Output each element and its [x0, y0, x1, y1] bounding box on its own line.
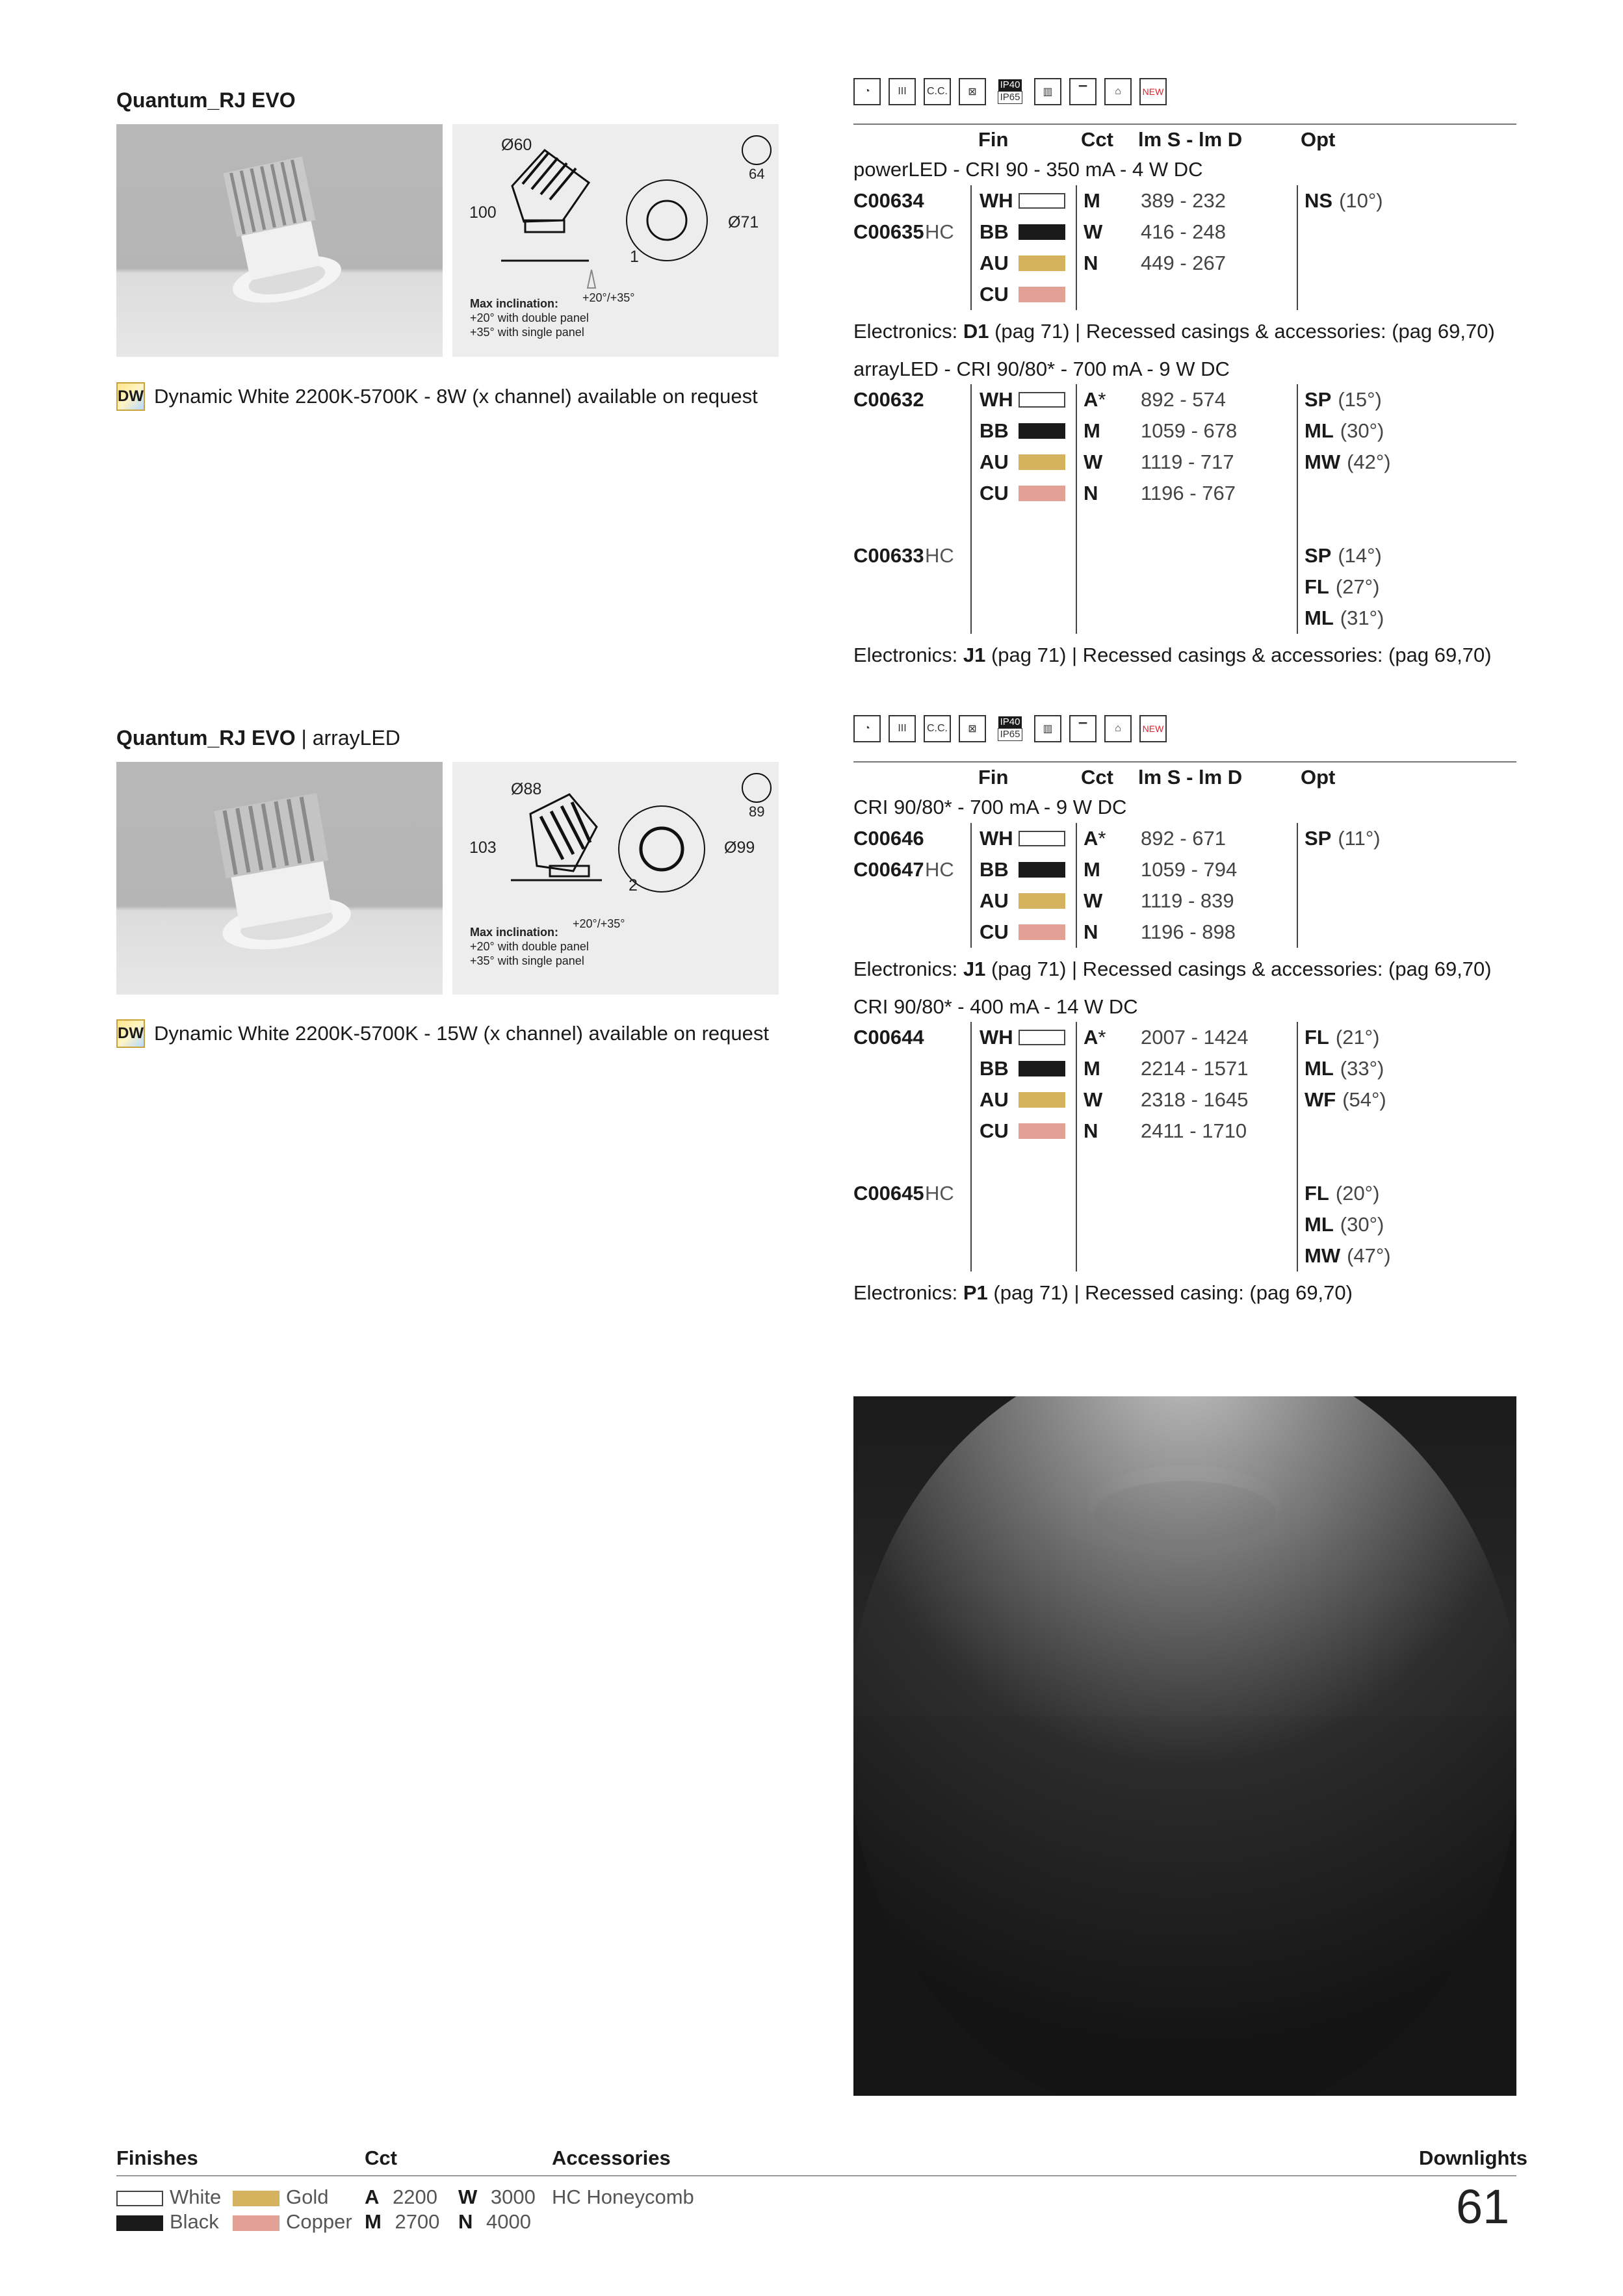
honeycomb-flag [925, 1022, 971, 1053]
copper-swatch [233, 2215, 279, 2231]
optic-code: ML (31°) [1297, 603, 1396, 634]
optic-code: ML (30°) [1297, 415, 1396, 447]
callout-number: 2 [629, 876, 638, 894]
gold-swatch [233, 2191, 279, 2206]
honeycomb-flag [925, 248, 971, 279]
finish-swatch [1019, 248, 1076, 279]
finish-code: CU [971, 478, 1019, 509]
table-row [853, 248, 1396, 279]
new-badge: NEW [1139, 715, 1167, 742]
cct-code: W [1076, 216, 1141, 248]
adjustable-beam-icon: ▥ [1034, 715, 1061, 742]
finish-code: BB [971, 854, 1019, 885]
lumen-values [1141, 603, 1297, 634]
class-three-icon: III [889, 715, 916, 742]
constant-current-icon: C.C. [924, 78, 951, 105]
product-code [853, 447, 925, 478]
table-row [853, 384, 1396, 415]
cct-code: A* [1076, 823, 1141, 854]
finish-swatch [1019, 1178, 1076, 1209]
lumen-values [1141, 1178, 1297, 1209]
black-swatch [116, 2215, 163, 2231]
lumen-values: 1059 - 794 [1141, 858, 1238, 881]
finish-swatch [1019, 885, 1076, 917]
product-code [853, 478, 925, 509]
table-row [853, 917, 1396, 948]
optic-code: MW (42°) [1297, 447, 1396, 478]
constant-current-icon: C.C. [924, 715, 951, 742]
dynamic-white-note: DW Dynamic White 2200K-5700K - 8W (x channel) available on request [116, 382, 758, 411]
finish-swatch [1019, 509, 1076, 540]
honeycomb-flag: HC [925, 1182, 954, 1205]
recessed-icon: ⌂ [1104, 78, 1132, 105]
cct-code [1076, 1178, 1141, 1209]
callout-number: 1 [630, 248, 639, 266]
angle-label: +20°/+35° [582, 291, 635, 304]
product-code [853, 509, 925, 540]
dynamic-white-icon: DW [116, 1019, 145, 1048]
finish-swatch [1019, 1240, 1076, 1272]
class-three-icon: III [889, 78, 916, 105]
product-code [853, 279, 925, 310]
optic-code [1297, 885, 1396, 917]
cct-code [1076, 1240, 1141, 1272]
cct-code: A* [1076, 1022, 1141, 1053]
table-row [853, 415, 1396, 447]
cct-w: W 3000 [458, 2185, 536, 2208]
product-code: C00646 [853, 827, 924, 850]
technical-drawing [452, 124, 779, 357]
product-code [853, 885, 925, 917]
no-insulation-cover-icon: ⊠ [959, 715, 986, 742]
cct-code: M [1076, 1053, 1141, 1084]
finish-swatch [1019, 603, 1076, 634]
opt-header: Opt [1301, 128, 1336, 151]
honeycomb-flag [925, 885, 971, 917]
spec-table-1 [853, 125, 1495, 673]
lumen-values: 2214 - 1571 [1141, 1057, 1249, 1080]
section-label: Downlights [1419, 2146, 1528, 2169]
product-code: C00647 [853, 858, 924, 881]
cct-code [1076, 509, 1141, 540]
no-insulation-cover-icon: ⊠ [959, 78, 986, 105]
cct-code: A* [1076, 384, 1141, 415]
product-code [853, 1115, 925, 1147]
product-photo [116, 762, 443, 995]
lumen-values: 416 - 248 [1141, 220, 1226, 243]
finish-swatch-color [1019, 454, 1065, 470]
finish-swatch-color [1019, 924, 1065, 940]
finish-code: CU [971, 1115, 1019, 1147]
lm-header: lm S - lm D [1138, 128, 1243, 151]
honeycomb-flag [925, 823, 971, 854]
group-title: CRI 90/80* - 700 mA - 9 W DC [853, 796, 1127, 818]
optic-code [1297, 478, 1396, 509]
spec-rows [853, 823, 1396, 948]
cct-code: M [1076, 185, 1141, 216]
lumen-values [1141, 540, 1297, 571]
table-row [853, 1178, 1396, 1209]
optic-code: SP (14°) [1297, 540, 1396, 571]
cct-code: W [1076, 885, 1141, 917]
cct-code [1076, 1147, 1141, 1178]
optic-code: FL (20°) [1297, 1178, 1396, 1209]
honeycomb-flag [925, 1240, 971, 1272]
lumen-values: 1196 - 767 [1141, 482, 1236, 504]
optic-code: ML (33°) [1297, 1053, 1396, 1084]
product-code [853, 571, 925, 603]
adjustable-beam-icon: ▥ [1034, 78, 1061, 105]
cct-a: A 2200 [365, 2185, 437, 2208]
table-row [853, 216, 1396, 248]
lumen-values: 1119 - 717 [1141, 450, 1234, 473]
fin-header: Fin [978, 766, 1009, 789]
finish-swatch-color [1019, 862, 1065, 878]
accessories-heading: Accessories [552, 2146, 671, 2169]
dimension-height: 100 [469, 203, 497, 222]
lumen-values [1141, 571, 1297, 603]
finish-code: AU [971, 248, 1019, 279]
lumen-values: 892 - 574 [1141, 388, 1226, 411]
dimension-cutout-diameter: Ø71 [728, 213, 759, 231]
finish-swatch-color [1019, 1092, 1065, 1108]
finish-swatch-color [1019, 893, 1065, 909]
product-title: Quantum_RJ EVO [116, 88, 296, 112]
finish-swatch-color [1019, 224, 1065, 240]
cct-n: N 4000 [458, 2210, 531, 2233]
finish-swatch [1019, 1115, 1076, 1147]
finish-code: WH [971, 1022, 1019, 1053]
finish-swatch [1019, 540, 1076, 571]
dynamic-white-note: DW Dynamic White 2200K-5700K - 15W (x channel) available on request [116, 1019, 769, 1048]
electronics-note: Electronics: D1 (pag 71) | Recessed casings & accessories: (pag 69,70) [853, 320, 1495, 343]
honeycomb-flag [925, 279, 971, 310]
electronics-note: Electronics: P1 (pag 71) | Recessed casing: (pag 69,70) [853, 1281, 1353, 1304]
finish-swatch [1019, 384, 1076, 415]
technical-drawing [452, 762, 779, 995]
dimension-height: 103 [469, 839, 497, 857]
table-row [853, 1053, 1396, 1084]
optic-code: FL (27°) [1297, 571, 1396, 603]
finish-swatch-color [1019, 1061, 1065, 1076]
product-code [853, 1147, 925, 1178]
optic-code: NS (10°) [1297, 185, 1396, 216]
product-code [853, 1209, 925, 1240]
ceiling-mount-icon: ▔ [1069, 78, 1097, 105]
finish-code: AU [971, 885, 1019, 917]
lumen-values [1141, 1209, 1297, 1240]
group-title: CRI 90/80* - 400 mA - 14 W DC [853, 995, 1138, 1018]
finish-code: AU [971, 1084, 1019, 1115]
table-row [853, 279, 1396, 310]
honeycomb-flag [925, 447, 971, 478]
cct-code [1076, 279, 1141, 310]
product-code: C00633 [853, 544, 924, 567]
optic-code [1297, 248, 1396, 279]
lumen-values [1141, 509, 1297, 540]
product-code [853, 415, 925, 447]
finish-swatch-color [1019, 486, 1065, 501]
lumen-values: 2411 - 1710 [1141, 1119, 1247, 1142]
optic-code: WF (54°) [1297, 1084, 1396, 1115]
table-row [853, 478, 1396, 509]
table-row [853, 854, 1396, 885]
table-row [853, 1115, 1396, 1147]
electronics-note: Electronics: J1 (pag 71) | Recessed casings & accessories: (pag 69,70) [853, 644, 1492, 666]
product-code [853, 1240, 925, 1272]
finish-code: BB [971, 216, 1019, 248]
table-row [853, 1209, 1396, 1240]
finish-code [971, 571, 1019, 603]
finish-swatch-color [1019, 1030, 1065, 1045]
table-row [853, 447, 1396, 478]
honeycomb-flag [925, 509, 971, 540]
dimension-diameter-top: Ø88 [511, 780, 542, 798]
cct-code: W [1076, 447, 1141, 478]
finish-code [971, 603, 1019, 634]
ip-rating-icon: IP40 IP65 [994, 715, 1026, 742]
finish-swatch [1019, 1022, 1076, 1053]
finish-swatch-color [1019, 831, 1065, 846]
product-code [853, 1084, 925, 1115]
honeycomb-flag [925, 415, 971, 447]
divider [853, 761, 1516, 763]
product-code: C00644 [853, 1026, 924, 1049]
cct-code [1076, 1209, 1141, 1240]
finish-code [971, 540, 1019, 571]
finish-code [971, 1147, 1019, 1178]
finish-swatch [1019, 216, 1076, 248]
optic-code: ML (30°) [1297, 1209, 1396, 1240]
lumen-values [1141, 1240, 1297, 1272]
dimension-cutout-diameter: Ø99 [724, 839, 755, 857]
cct-code: N [1076, 917, 1141, 948]
finish-code: BB [971, 1053, 1019, 1084]
lumen-values: 2318 - 1645 [1141, 1088, 1249, 1111]
finish-swatch [1019, 447, 1076, 478]
group-title: powerLED - CRI 90 - 350 mA - 4 W DC [853, 158, 1203, 181]
opt-header: Opt [1301, 766, 1336, 789]
cct-code: W [1076, 1084, 1141, 1115]
divider [853, 124, 1516, 125]
dimension-diameter-top: Ø60 [501, 136, 532, 154]
optic-code [1297, 509, 1396, 540]
lumen-values [1141, 279, 1297, 310]
cct-heading: Cct [365, 2146, 397, 2169]
product-code [853, 603, 925, 634]
finish-swatch-color [1019, 287, 1065, 302]
accessory-honeycomb: HC Honeycomb [552, 2185, 694, 2208]
finish-white: White [116, 2185, 221, 2209]
finish-code: BB [971, 415, 1019, 447]
table-row [853, 1240, 1396, 1272]
optic-code: SP (15°) [1297, 384, 1396, 415]
optic-code [1297, 279, 1396, 310]
lumen-values: 892 - 671 [1141, 827, 1226, 850]
finish-swatch [1019, 1084, 1076, 1115]
recessed-icon: ⌂ [1104, 715, 1132, 742]
installation-photo [853, 1396, 1516, 2096]
spec-rows [853, 384, 1396, 634]
table-row [853, 540, 1396, 571]
ceiling-mount-icon: ▔ [1069, 715, 1097, 742]
cct-code: M [1076, 854, 1141, 885]
cct-code [1076, 540, 1141, 571]
lumen-values: 2007 - 1424 [1141, 1026, 1249, 1049]
product-code [853, 248, 925, 279]
honeycomb-flag: HC [925, 544, 954, 567]
fin-header: Fin [978, 128, 1009, 151]
finish-code [971, 1178, 1019, 1209]
cct-code: N [1076, 248, 1141, 279]
lumen-values [1141, 1147, 1297, 1178]
ip-rating-icon: IP40 IP65 [994, 78, 1026, 105]
finish-swatch [1019, 1209, 1076, 1240]
table-row [853, 1147, 1396, 1178]
finish-swatch-color [1019, 1123, 1065, 1139]
finish-code: WH [971, 185, 1019, 216]
finish-code [971, 1240, 1019, 1272]
product-code: C00635 [853, 220, 924, 243]
finish-swatch-color [1019, 423, 1065, 439]
table-row [853, 509, 1396, 540]
finish-swatch [1019, 823, 1076, 854]
optic-code [1297, 1115, 1396, 1147]
finish-code [971, 509, 1019, 540]
finish-code: WH [971, 384, 1019, 415]
optic-code [1297, 216, 1396, 248]
product-code [853, 1053, 925, 1084]
optic-code [1297, 917, 1396, 948]
cct-code [1076, 571, 1141, 603]
finish-swatch [1019, 279, 1076, 310]
honeycomb-flag: HC [925, 858, 954, 881]
cct-code: N [1076, 478, 1141, 509]
finish-code [971, 1209, 1019, 1240]
honeycomb-flag [925, 571, 971, 603]
new-badge: NEW [1139, 78, 1167, 105]
product-title: Quantum_RJ EVO | arrayLED [116, 726, 400, 750]
finish-swatch-color [1019, 255, 1065, 271]
finish-code: CU [971, 279, 1019, 310]
white-swatch [116, 2191, 163, 2206]
certification-icon-bar [853, 78, 1167, 105]
honeycomb-flag [925, 1115, 971, 1147]
lumen-values: 1196 - 898 [1141, 920, 1236, 943]
table-row [853, 823, 1396, 854]
honeycomb-flag [925, 1147, 971, 1178]
honeycomb-flag [925, 1209, 971, 1240]
finish-code: WH [971, 823, 1019, 854]
certification-icon-bar [853, 715, 1167, 742]
finish-code: AU [971, 447, 1019, 478]
optic-code [1297, 1147, 1396, 1178]
table-row [853, 603, 1396, 634]
optic-code [1297, 854, 1396, 885]
dynamic-white-icon: DW [116, 382, 145, 411]
cct-m: M 2700 [365, 2210, 440, 2233]
table-row [853, 885, 1396, 917]
honeycomb-flag: HC [925, 220, 954, 243]
cct-header: Cct [1081, 128, 1113, 151]
cct-code: N [1076, 1115, 1141, 1147]
lumen-values: 1119 - 839 [1141, 889, 1234, 912]
page-number: 61 [1456, 2180, 1510, 2234]
finish-gold: Gold [233, 2185, 328, 2209]
spec-rows [853, 1022, 1396, 1272]
table-row [853, 185, 1396, 216]
cct-header: Cct [1081, 766, 1113, 789]
finish-swatch-color [1019, 193, 1065, 209]
group-title: arrayLED - CRI 90/80* - 700 mA - 9 W DC [853, 358, 1230, 380]
cct-code: M [1076, 415, 1141, 447]
table-row [853, 571, 1396, 603]
finish-copper: Copper [233, 2210, 352, 2234]
optic-code: FL (21°) [1297, 1022, 1396, 1053]
honeycomb-flag [925, 185, 971, 216]
lumen-values: 1059 - 678 [1141, 419, 1238, 442]
finish-black: Black [116, 2210, 219, 2234]
finish-swatch [1019, 854, 1076, 885]
product-code: C00634 [853, 189, 924, 212]
footer-divider [116, 2175, 1516, 2176]
max-inclination-note: Max inclination: +20° with double panel +35° with single panel [470, 297, 589, 339]
cct-code [1076, 603, 1141, 634]
honeycomb-flag [925, 384, 971, 415]
product-code: C00645 [853, 1182, 924, 1205]
dimension-cutout-depth: 64 [749, 166, 765, 182]
table-row [853, 1084, 1396, 1115]
honeycomb-flag [925, 603, 971, 634]
lumen-values: 389 - 232 [1141, 189, 1226, 212]
finish-swatch [1019, 478, 1076, 509]
dimension-cutout-depth: 89 [749, 803, 765, 820]
lm-header: lm S - lm D [1138, 766, 1243, 789]
honeycomb-flag [925, 1053, 971, 1084]
product-photo [116, 124, 443, 357]
spec-table-2 [853, 763, 1492, 1311]
finishes-heading: Finishes [116, 2146, 198, 2169]
honeycomb-flag [925, 478, 971, 509]
spec-rows [853, 185, 1396, 310]
finish-swatch [1019, 185, 1076, 216]
finish-swatch [1019, 917, 1076, 948]
electronics-note: Electronics: J1 (pag 71) | Recessed casings & accessories: (pag 69,70) [853, 958, 1492, 980]
optic-code: MW (47°) [1297, 1240, 1396, 1272]
lumen-values: 449 - 267 [1141, 252, 1226, 274]
product-code: C00632 [853, 388, 924, 411]
angle-label: +20°/+35° [573, 917, 625, 930]
finish-swatch-color [1019, 392, 1065, 408]
lamp-symbol-icon: ◔ [853, 78, 881, 105]
honeycomb-flag [925, 1084, 971, 1115]
finish-swatch [1019, 1147, 1076, 1178]
optic-code: SP (11°) [1297, 823, 1396, 854]
finish-code: CU [971, 917, 1019, 948]
finish-swatch [1019, 415, 1076, 447]
lamp-symbol-icon: ◔ [853, 715, 881, 742]
table-row [853, 1022, 1396, 1053]
product-code [853, 917, 925, 948]
honeycomb-flag [925, 917, 971, 948]
max-inclination-note: Max inclination: +20° with double panel +35° with single panel [470, 926, 589, 967]
finish-swatch [1019, 1053, 1076, 1084]
finish-swatch [1019, 571, 1076, 603]
